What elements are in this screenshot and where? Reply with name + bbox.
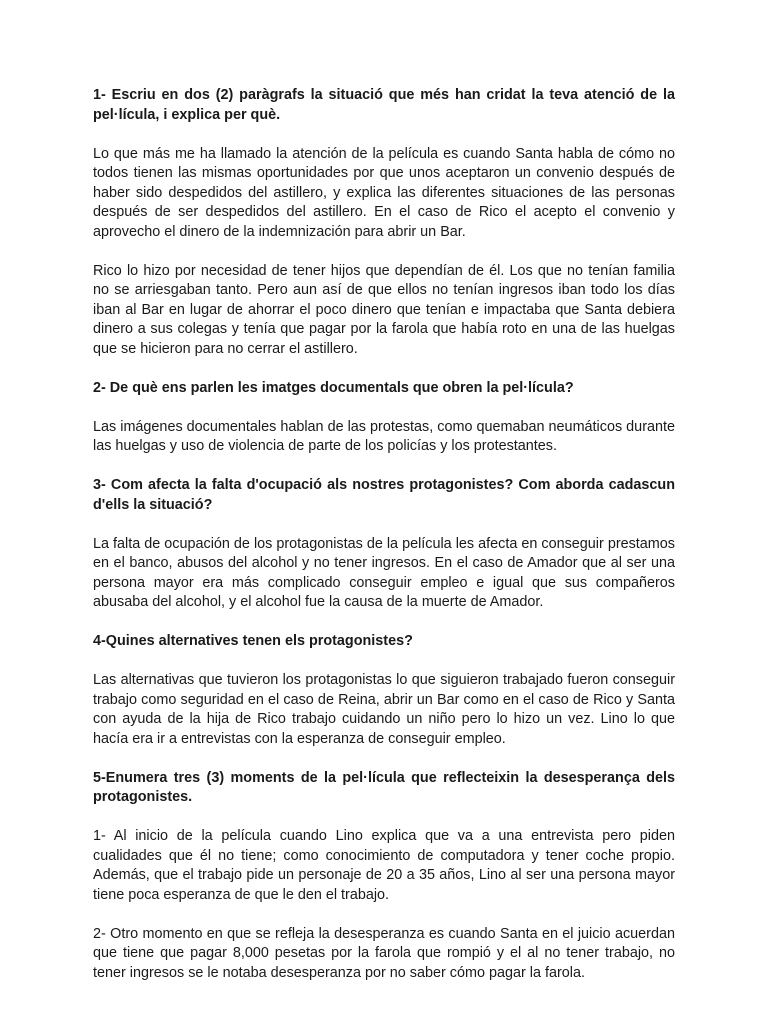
answer-3-paragraph-1: La falta de ocupación de los protagonistas de la película les afecta en conseguir prestamos en el banco, abusos del alcohol y no tener ingresos. En el caso de Amador que al ser una persona mayor era más complicado conseguir empleo e igual que sus compañeros abusaba del alcohol, y el alcohol fue la causa de la muerte de Amador. xyxy=(93,535,675,610)
question-3: 3- Com afecta la falta d'ocupació als nostres protagonistes? Com aborda cadascun d'ells la situació? xyxy=(93,477,675,513)
answer-4-paragraph-1: Las alternativas que tuvieron los protagonistas lo que siguieron trabajado fueron conseguir trabajo como seguridad en el caso de Reina, abrir un Bar como en el caso de Rico y Santa con ayuda de la hija de Rico trabajo cuidando un niño pero lo hizo un vez. Lino lo que hacía era ir a entrevistas con la esperanza de conseguir empleo. xyxy=(93,672,675,747)
question-2: 2- De què ens parlen les imatges documentals que obren la pel·lícula? xyxy=(93,379,574,396)
question-1: 1- Escriu en dos (2) paràgrafs la situació que més han cridat la teva atenció de la pel·lícula, i explica per què. xyxy=(93,87,675,123)
answer-2-paragraph-1: Las imágenes documentales hablan de las protestas, como quemaban neumáticos durante las huelgas y uso de violencia de parte de los policías y los protestantes. xyxy=(93,418,675,454)
answer-1-paragraph-1: Lo que más me ha llamado la atención de la película es cuando Santa habla de cómo no todos tienen las mismas oportunidades por que unos aceptaron un convenio después de haber sido despedidos del astillero, y explica las diferentes situaciones de las personas después de ser despedidos del astillero. En el caso de Rico el acepto el convenio y aprovecho el dinero de la indemnización para abrir un Bar. xyxy=(93,145,675,240)
answer-1-paragraph-2: Rico lo hizo por necesidad de tener hijos que dependían de él. Los que no tenían familia no se arriesgaban tanto. Pero aun así de que ellos no tenían ingresos iban todo los días iban al Bar en lugar de ahorrar el poco dinero que tenían e impactaba que Santa debiera dinero a sus colegas y tenía que pagar por la farola que había roto en una de las huelgas que se hicieron para no cerrar el astillero. xyxy=(93,262,675,357)
question-4: 4-Quines alternatives tenen els protagonistes? xyxy=(93,633,413,649)
answer-5-paragraph-1: 1- Al inicio de la película cuando Lino explica que va a una entrevista pero piden cualidades que él no tiene; como conocimiento de computadora y tener coche propio. Además, que el trabajo pide un personaje de 20 a 35 años, Lino al ser una persona mayor tiene poca esperanza de que le den el trabajo. xyxy=(93,828,675,903)
answer-5-paragraph-2: 2- Otro momento en que se refleja la desesperanza es cuando Santa en el juicio acuerdan que tiene que pagar 8,000 pesetas por la farola que rompió y el al no tener trabajo, no tener ingresos se le notaba desesperanza por no saber cómo pagar la farola. xyxy=(93,925,675,981)
question-5: 5-Enumera tres (3) moments de la pel·lícula que reflecteixin la desesperança dels protagonistes. xyxy=(93,769,675,805)
document-page xyxy=(93,86,675,1003)
